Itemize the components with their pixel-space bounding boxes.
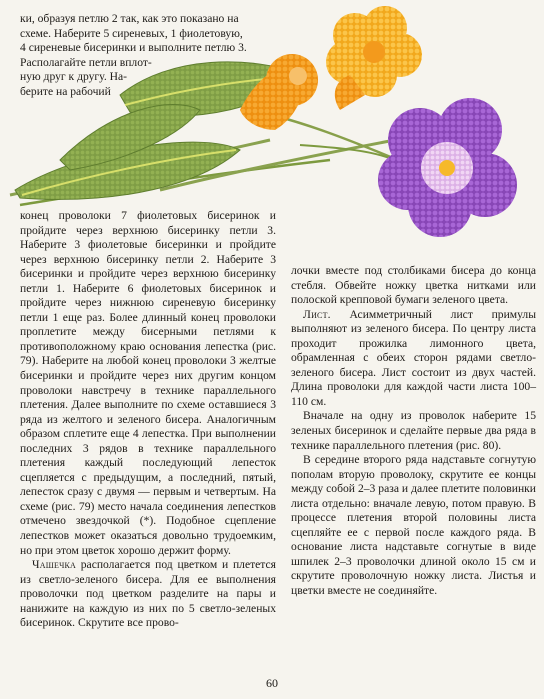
right-paragraph-3: Вначале на одну из проволок наберите 15 зеленых бисеринок и сделайте первые два ряда в технике параллельного плетения (рис. 80). [291, 409, 536, 452]
left-column [20, 209, 276, 631]
calyx-heading: Чашечка [32, 558, 76, 572]
left-paragraph-calyx [20, 558, 276, 631]
calyx-text: располагается под цветком и плетется из светло-зеленого бисера. Для ее выполнения проволочки под цветком разделите на пары и нанижите на каждую из них по 5 светло-зеленых бисеринок. Скрутите все прово- [20, 558, 276, 630]
leaf-text: Асимметричный лист примулы выполняют из зеленого бисера. По центру листа проходит прожилка лимонного цвета, обрамленная с обеих сторон рядами светло-зеленого бисера. Лист состоит из двух частей. Длина проволоки для каждой части листа 100–110 см. [291, 307, 536, 408]
right-column [291, 264, 536, 599]
right-paragraph-leaf [291, 308, 536, 410]
purple-flower [378, 98, 517, 237]
intro-text-block [20, 12, 270, 99]
right-paragraph-1: лочки вместе под столбиками бисера до конца стебля. Обвейте ножку цветка нитками или полоской крепповой бумаги зеленого цвета. [291, 264, 536, 307]
page-number: 60 [266, 676, 278, 690]
yellow-flower [326, 6, 422, 110]
left-paragraph-1: конец проволоки 7 фиолетовых бисеринок и пройдите через верхнюю бисеринку петли 3. Наберите 3 фиолетовые бисеринки и пройдите через верхнюю бисеринку петли 2. Наберите 3 бисеринки и пройдите через верхнюю бисеринку петли 1. Наберите 6 фиолетовых бисеринок и пройдите через нижнюю сиреневую бисеринку петли 1 еще раз. Более длинный конец проволоки проплетите между бисерными петлями к противоположному краю основания лепестка (рис. 79). Наберите на любой конец проволоки 3 желтые бисеринки и пройдите через них другим концом проволоки навстречу в технике параллельного плетения. Далее выполните по схеме оставшиеся 3 ряда из желтого и зеленого бисера. Аналогичным образом сплетите еще 4 лепестка. При выполнении последних 3 рядов в технике параллельного плетения каждый последующий лепесток сцепляется с предыдущим, а последний, пятый, лепесток сразу с двумя — первым и четвертым. На схеме (рис. 79) место начала соединения лепестков отмечено звездочкой (*). Подобное сцепление лепестков может оказаться довольно трудоемким, но при этом цветок хорошо держит форму. [20, 209, 276, 557]
right-paragraph-4: В середине второго ряда надставьте согнутую пополам вторую проволоку, скрутите ее концы между собой 2–3 раза и далее плетите половинки листа отдельно: вначале левую, потом правую. В процессе плетения второй половины листа сцепляйте ее с первой после каждого ряда. В основание листа надставьте согнутые в виде шпилек 2–3 проволочки длиной около 15 см и скрутите проволочную ножку листа. Листья и цветки вместе не соединяйте. [291, 453, 536, 598]
leaf-lower [15, 104, 240, 199]
intro-paragraph: ки, образуя петлю 2 так, как это показано на схеме. Наберите 5 сиреневых, 1 фиолетовую, 4 сиреневые бисеринки и выполните петлю 3. Располагайте петли вплот- ную друг к другу. На- берите на рабочий [20, 12, 247, 98]
leaf-heading: Лист. [303, 307, 331, 321]
